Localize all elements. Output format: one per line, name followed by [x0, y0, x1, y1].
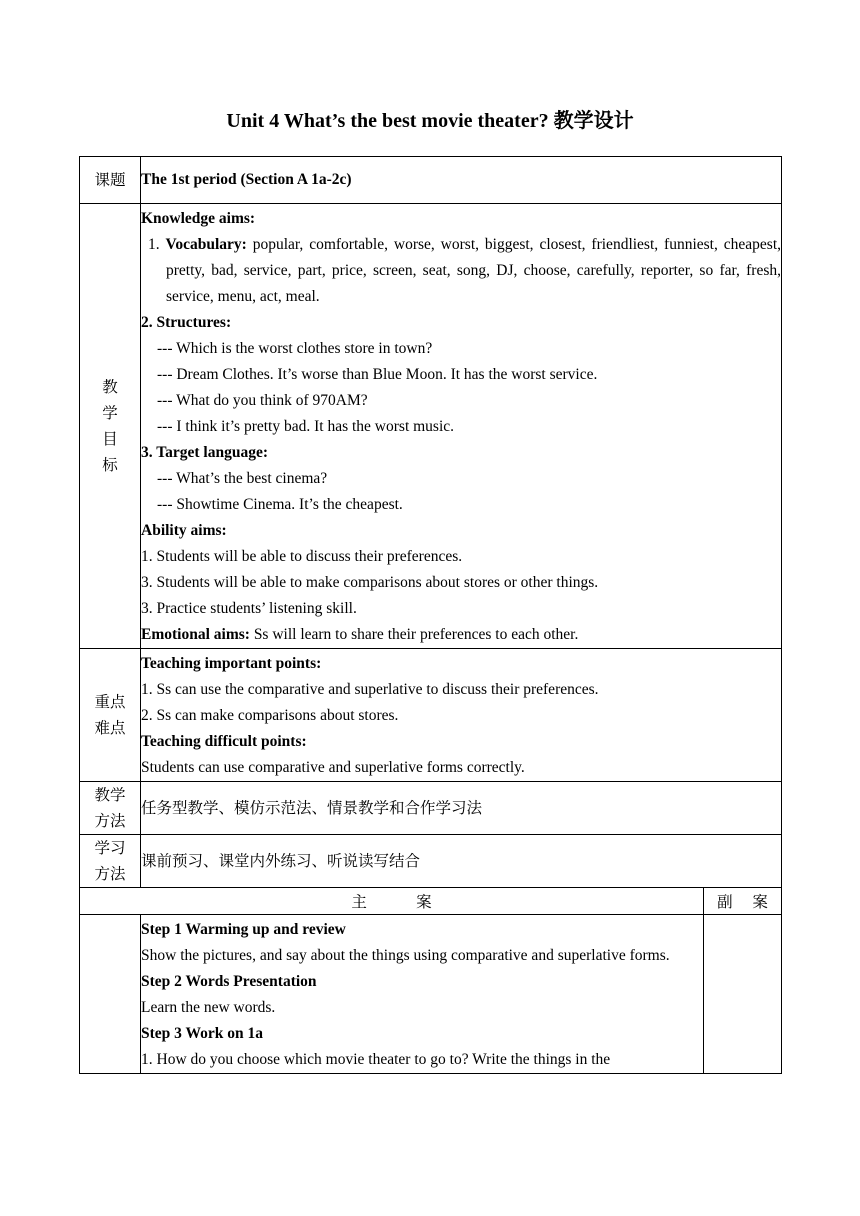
- ability-aims-heading: Ability aims:: [141, 522, 227, 539]
- key-points-label-line: 重点: [94, 693, 126, 711]
- difficult-point: Students can use comparative and superlative forms correctly.: [141, 759, 525, 776]
- step1-text: Show the pictures, and say about the things using comparative and superlative forms.: [141, 947, 670, 964]
- teaching-method-label-line: 方法: [94, 812, 126, 830]
- aims-label-char: 学: [102, 404, 118, 422]
- topic-label: 课题: [80, 157, 141, 204]
- teaching-method-label: [80, 782, 141, 835]
- target-language-heading: 3. Target language:: [141, 444, 269, 461]
- aims-row: [80, 204, 782, 649]
- step2-text: Learn the new words.: [141, 999, 276, 1016]
- emotional-aims: [141, 622, 781, 648]
- step3-text: 1. How do you choose which movie theater to go to? Write the things in the: [141, 1051, 611, 1068]
- main-plan-header: 主 案: [80, 888, 704, 915]
- side-notes-cell: [704, 915, 782, 1074]
- structure-line: --- I think it’s pretty bad. It has the worst music.: [157, 418, 455, 435]
- important-point: 2. Ss can make comparisons about stores.: [141, 707, 399, 724]
- aims-label: [80, 204, 141, 649]
- structure-line: --- What do you think of 970AM?: [157, 392, 368, 409]
- aims-label-char: 标: [102, 456, 118, 474]
- ability-line: 3. Students will be able to make comparisons about stores or other things.: [141, 574, 599, 591]
- document-title: Unit 4 What’s the best movie theater? 教学设计: [226, 110, 634, 132]
- knowledge-aims-heading: Knowledge aims:: [141, 210, 256, 227]
- steps-row: [80, 915, 782, 1074]
- key-points-label: [80, 649, 141, 782]
- step1-heading: Step 1 Warming up and review: [141, 921, 346, 938]
- side-plan-header: 副 案: [704, 888, 782, 915]
- lesson-plan-table: [79, 156, 782, 1074]
- structures-heading: 2. Structures:: [141, 314, 232, 331]
- target-line: --- What’s the best cinema?: [157, 470, 328, 487]
- learning-method-label: [80, 835, 141, 888]
- structure-line: --- Which is the worst clothes store in town?: [157, 340, 433, 357]
- ability-line: 1. Students will be able to discuss their preferences.: [141, 548, 463, 565]
- vocabulary-text: popular, comfortable, worse, worst, biggest, closest, friendliest, funniest, cheapest, pretty, bad, service, part, price, screen, seat, song, DJ, choose, carefully, reporter, so far, fresh, service, menu, act, meal.: [166, 236, 782, 305]
- steps-label-cell: [80, 915, 141, 1074]
- step3-heading: Step 3 Work on 1a: [141, 1025, 264, 1042]
- learning-method-value: 课前预习、课堂内外练习、听说读写结合: [141, 835, 782, 888]
- aims-content: [141, 204, 782, 649]
- learning-method-label-line: 方法: [94, 865, 126, 883]
- vocabulary-label: Vocabulary:: [165, 236, 247, 253]
- important-points-heading: Teaching important points:: [141, 655, 322, 672]
- vocabulary-number: 1.: [148, 236, 166, 253]
- steps-content: [141, 915, 704, 1074]
- key-points-label-line: 难点: [94, 719, 126, 737]
- important-point: 1. Ss can use the comparative and superlative to discuss their preferences.: [141, 681, 599, 698]
- emotional-aims-label: Emotional aims:: [141, 626, 250, 643]
- ability-line: 3. Practice students’ listening skill.: [141, 600, 357, 617]
- teaching-method-value: 任务型教学、模仿示范法、情景教学和合作学习法: [141, 782, 782, 835]
- key-points-content: [141, 649, 782, 782]
- learning-method-row: [80, 835, 782, 888]
- topic-row: [80, 157, 782, 204]
- aims-label-char: 教: [102, 378, 118, 396]
- key-points-row: [80, 649, 782, 782]
- plan-header-row: [80, 888, 782, 915]
- target-line: --- Showtime Cinema. It’s the cheapest.: [157, 496, 403, 513]
- step2-heading: Step 2 Words Presentation: [141, 973, 317, 990]
- learning-method-label-line: 学习: [94, 839, 126, 857]
- topic-value: The 1st period (Section A 1a-2c): [141, 157, 782, 204]
- aims-label-char: 目: [102, 430, 118, 448]
- teaching-method-row: [80, 782, 782, 835]
- teaching-method-label-line: 教学: [94, 786, 126, 804]
- emotional-aims-text: Ss will learn to share their preferences to each other.: [249, 626, 579, 643]
- vocabulary-paragraph: [141, 232, 781, 310]
- difficult-points-heading: Teaching difficult points:: [141, 733, 307, 750]
- structure-line: --- Dream Clothes. It’s worse than Blue Moon. It has the worst service.: [157, 366, 598, 383]
